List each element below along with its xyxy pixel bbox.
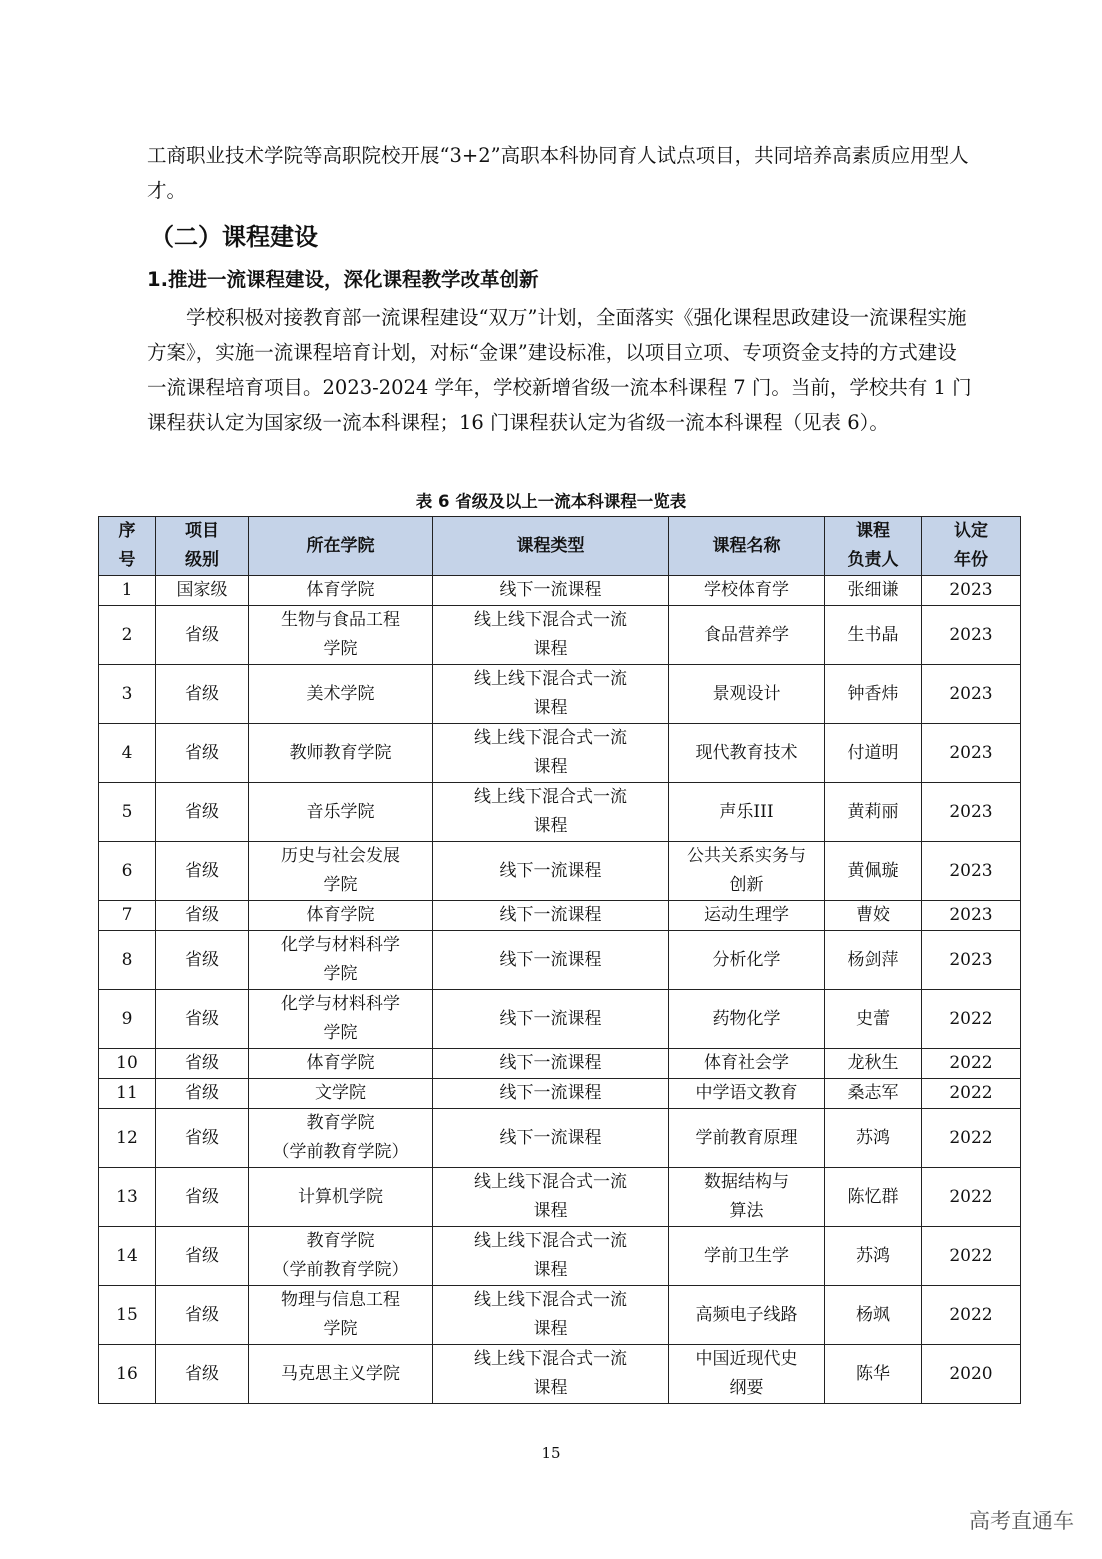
header-no-line: 序 bbox=[118, 521, 136, 541]
cell-name-line: 数据结构与 bbox=[704, 1172, 789, 1192]
cell-leader: 陈忆群 bbox=[825, 1168, 922, 1227]
cell-college-line: 化学与材料科学 bbox=[281, 935, 400, 955]
cell-year: 2023 bbox=[922, 842, 1021, 901]
cell-college-line: 学院 bbox=[323, 1023, 358, 1043]
cell-name-line: 高频电子线路 bbox=[695, 1304, 798, 1325]
cell-college bbox=[249, 842, 433, 901]
cell-year: 2022 bbox=[922, 1168, 1021, 1227]
table-row bbox=[99, 1345, 1021, 1404]
cell-no: 16 bbox=[99, 1345, 156, 1404]
header-year-line: 认定 bbox=[954, 521, 988, 541]
cell-type bbox=[433, 1109, 669, 1168]
cell-type bbox=[433, 990, 669, 1049]
cell-level: 省级 bbox=[156, 1168, 249, 1227]
section-heading: （二）课程建设 bbox=[150, 223, 318, 251]
cell-level: 省级 bbox=[156, 1049, 249, 1079]
cell-college bbox=[249, 901, 433, 931]
cell-type-line: 课程 bbox=[533, 639, 568, 659]
cell-name-line: 体育社会学 bbox=[704, 1053, 789, 1073]
cell-type-line: 线上线下混合式一流 bbox=[474, 610, 627, 630]
cell-type-line: 线下一流课程 bbox=[499, 905, 602, 925]
cell-type bbox=[433, 1049, 669, 1079]
cell-college-line: 学院 bbox=[323, 875, 358, 895]
cell-no: 11 bbox=[99, 1079, 156, 1109]
cell-college-line: 生物与食品工程 bbox=[281, 610, 400, 630]
cell-type-line: 课程 bbox=[533, 757, 568, 777]
cell-type-line: 课程 bbox=[533, 1260, 568, 1280]
table-row bbox=[99, 931, 1021, 990]
cell-name-line: 景观设计 bbox=[712, 683, 781, 704]
table-row bbox=[99, 724, 1021, 783]
cell-name-line: 纲要 bbox=[729, 1378, 764, 1398]
cell-type-line: 线上线下混合式一流 bbox=[474, 787, 627, 807]
cell-college bbox=[249, 724, 433, 783]
table-row bbox=[99, 1227, 1021, 1286]
cell-name-line: 中国近现代史 bbox=[695, 1349, 798, 1369]
cell-name-line: 学校体育学 bbox=[704, 580, 789, 600]
cell-college-line: 马克思主义学院 bbox=[281, 1363, 400, 1384]
header-leader bbox=[825, 517, 922, 576]
cell-college-line: 体育学院 bbox=[306, 905, 375, 925]
watermark: 高考直通车 bbox=[969, 1509, 1074, 1533]
cell-level: 省级 bbox=[156, 783, 249, 842]
cell-year: 2022 bbox=[922, 1227, 1021, 1286]
cell-college bbox=[249, 783, 433, 842]
cell-name bbox=[669, 990, 825, 1049]
cell-level: 省级 bbox=[156, 1079, 249, 1109]
cell-year: 2022 bbox=[922, 990, 1021, 1049]
cell-college bbox=[249, 1168, 433, 1227]
cell-type-line: 课程 bbox=[533, 1378, 568, 1398]
cell-leader: 苏鸿 bbox=[825, 1227, 922, 1286]
cell-name-line: 中学语文教育 bbox=[695, 1083, 798, 1103]
cell-type bbox=[433, 901, 669, 931]
cell-name bbox=[669, 901, 825, 931]
cell-leader: 黄莉丽 bbox=[825, 783, 922, 842]
cell-college bbox=[249, 665, 433, 724]
cell-year: 2023 bbox=[922, 665, 1021, 724]
header-college: 所在学院 bbox=[249, 517, 433, 576]
cell-type-line: 线下一流课程 bbox=[499, 949, 602, 970]
cell-type-line: 线上线下混合式一流 bbox=[474, 1172, 627, 1192]
cell-college-line: 教育学院 bbox=[306, 1231, 375, 1251]
cell-type-line: 线下一流课程 bbox=[499, 860, 602, 881]
cell-year: 2022 bbox=[922, 1049, 1021, 1079]
cell-type bbox=[433, 665, 669, 724]
cell-leader: 桑志军 bbox=[825, 1079, 922, 1109]
cell-name-line: 现代教育技术 bbox=[695, 742, 798, 763]
cell-college-line: 学院 bbox=[323, 964, 358, 984]
cell-no: 10 bbox=[99, 1049, 156, 1079]
table-row bbox=[99, 665, 1021, 724]
cell-year: 2020 bbox=[922, 1345, 1021, 1404]
cell-level: 省级 bbox=[156, 724, 249, 783]
cell-type-line: 课程 bbox=[533, 1319, 568, 1339]
cell-college-line: 物理与信息工程 bbox=[281, 1290, 400, 1310]
cell-level: 省级 bbox=[156, 1227, 249, 1286]
cell-type bbox=[433, 1168, 669, 1227]
cell-college-line: 体育学院 bbox=[306, 580, 375, 600]
cell-type bbox=[433, 931, 669, 990]
cell-name bbox=[669, 783, 825, 842]
cell-name-line: 算法 bbox=[729, 1201, 764, 1221]
table-row bbox=[99, 576, 1021, 606]
table-row bbox=[99, 901, 1021, 931]
cell-year: 2023 bbox=[922, 931, 1021, 990]
cell-leader: 黄佩璇 bbox=[825, 842, 922, 901]
cell-level: 国家级 bbox=[156, 576, 249, 606]
cell-name-line: 学前卫生学 bbox=[704, 1245, 789, 1266]
cell-leader: 钟香炜 bbox=[825, 665, 922, 724]
table-row bbox=[99, 606, 1021, 665]
cell-no: 3 bbox=[99, 665, 156, 724]
page-number: 15 bbox=[541, 1444, 561, 1462]
cell-leader: 杨飒 bbox=[825, 1286, 922, 1345]
table-row bbox=[99, 1049, 1021, 1079]
cell-name-line: 分析化学 bbox=[712, 949, 781, 970]
cell-type-line: 线下一流课程 bbox=[499, 1083, 602, 1103]
cell-leader: 龙秋生 bbox=[825, 1049, 922, 1079]
cell-college bbox=[249, 1049, 433, 1079]
cell-level: 省级 bbox=[156, 665, 249, 724]
cell-year: 2023 bbox=[922, 783, 1021, 842]
table-row bbox=[99, 842, 1021, 901]
cell-level: 省级 bbox=[156, 1345, 249, 1404]
table-row bbox=[99, 1286, 1021, 1345]
cell-college bbox=[249, 576, 433, 606]
cell-year: 2023 bbox=[922, 606, 1021, 665]
cell-college-line: 学院 bbox=[323, 1319, 358, 1339]
cell-no: 13 bbox=[99, 1168, 156, 1227]
cell-type-line: 线下一流课程 bbox=[499, 1127, 602, 1148]
cell-no: 14 bbox=[99, 1227, 156, 1286]
cell-type-line: 线下一流课程 bbox=[499, 1008, 602, 1029]
cell-level: 省级 bbox=[156, 606, 249, 665]
cell-college-line: 化学与材料科学 bbox=[281, 994, 400, 1014]
cell-type bbox=[433, 606, 669, 665]
cell-college-line: 体育学院 bbox=[306, 1053, 375, 1073]
cell-type bbox=[433, 783, 669, 842]
cell-type bbox=[433, 724, 669, 783]
cell-type-line: 线下一流课程 bbox=[499, 580, 602, 600]
table-row bbox=[99, 783, 1021, 842]
cell-type-line: 线上线下混合式一流 bbox=[474, 1231, 627, 1251]
cell-college-line: （学前教育学院） bbox=[272, 1142, 409, 1162]
courses-table bbox=[98, 516, 1021, 1404]
cell-type-line: 线上线下混合式一流 bbox=[474, 1290, 627, 1310]
cell-college bbox=[249, 1079, 433, 1109]
cell-type-line: 线上线下混合式一流 bbox=[474, 728, 627, 748]
cell-level: 省级 bbox=[156, 842, 249, 901]
cell-year: 2023 bbox=[922, 576, 1021, 606]
cell-college-line: 文学院 bbox=[315, 1083, 366, 1103]
cell-type bbox=[433, 1286, 669, 1345]
cell-name bbox=[669, 1109, 825, 1168]
cell-name bbox=[669, 724, 825, 783]
table-row bbox=[99, 1109, 1021, 1168]
cell-no: 1 bbox=[99, 576, 156, 606]
cell-no: 15 bbox=[99, 1286, 156, 1345]
cell-name bbox=[669, 665, 825, 724]
header-no-line: 号 bbox=[118, 550, 136, 570]
cell-college-line: 美术学院 bbox=[306, 683, 375, 704]
cell-college bbox=[249, 1286, 433, 1345]
header-leader-line: 课程 bbox=[856, 521, 890, 541]
table-caption: 表 6 省级及以上一流本科课程一览表 bbox=[415, 492, 687, 511]
cell-name-line: 公共关系实务与 bbox=[687, 846, 806, 866]
cell-leader: 生书晶 bbox=[825, 606, 922, 665]
cell-no: 6 bbox=[99, 842, 156, 901]
body-paragraph: 学校积极对接教育部一流课程建设“双万”计划，全面落实《强化课程思政建设一流课程实施方案》，实施一流课程培育计划，对标“金课”建设标准，以项目立项、专项资金支持的方式建设一流课程培育项目。2023-2024 学年，学校新增省级一流本科课程 7 门。当前，学校共有 1 门课程获认定为国家级一流本科课程；16 门课程获认定为省级一流本科课程（见表 6）。 bbox=[147, 306, 972, 434]
cell-type-line: 课程 bbox=[533, 816, 568, 836]
cell-leader: 张细谦 bbox=[825, 576, 922, 606]
cell-no: 7 bbox=[99, 901, 156, 931]
header-year-line: 年份 bbox=[954, 550, 988, 570]
cell-year: 2022 bbox=[922, 1079, 1021, 1109]
cell-name bbox=[669, 1079, 825, 1109]
cell-college-line: 计算机学院 bbox=[298, 1186, 383, 1207]
cell-college bbox=[249, 1109, 433, 1168]
cell-level: 省级 bbox=[156, 931, 249, 990]
cell-college-line: 教师教育学院 bbox=[289, 742, 392, 763]
subsection-heading: 1.推进一流课程建设，深化课程教学改革创新 bbox=[147, 268, 539, 291]
header-level bbox=[156, 517, 249, 576]
cell-college-line: 学院 bbox=[323, 639, 358, 659]
cell-leader: 陈华 bbox=[825, 1345, 922, 1404]
table-body bbox=[99, 576, 1021, 1404]
cell-no: 8 bbox=[99, 931, 156, 990]
cell-type-line: 线上线下混合式一流 bbox=[474, 669, 627, 689]
cell-type bbox=[433, 1227, 669, 1286]
table-row bbox=[99, 1079, 1021, 1109]
cell-year: 2023 bbox=[922, 901, 1021, 931]
cell-college bbox=[249, 931, 433, 990]
cell-name bbox=[669, 842, 825, 901]
cell-college bbox=[249, 990, 433, 1049]
cell-college bbox=[249, 1227, 433, 1286]
cell-level: 省级 bbox=[156, 1286, 249, 1345]
cell-no: 9 bbox=[99, 990, 156, 1049]
cell-type-line: 线上线下混合式一流 bbox=[474, 1349, 627, 1369]
cell-leader: 杨剑萍 bbox=[825, 931, 922, 990]
cell-name-line: 学前教育原理 bbox=[695, 1127, 798, 1148]
cell-name bbox=[669, 1345, 825, 1404]
header-type: 课程类型 bbox=[433, 517, 669, 576]
cell-college-line: 历史与社会发展 bbox=[281, 846, 400, 866]
cell-college-line: 音乐学院 bbox=[306, 801, 375, 822]
cell-leader: 史蕾 bbox=[825, 990, 922, 1049]
cell-no: 4 bbox=[99, 724, 156, 783]
cell-type bbox=[433, 576, 669, 606]
cell-year: 2023 bbox=[922, 724, 1021, 783]
cell-college-line: 教育学院 bbox=[306, 1113, 375, 1133]
cell-leader: 苏鸿 bbox=[825, 1109, 922, 1168]
cell-type bbox=[433, 842, 669, 901]
cell-type bbox=[433, 1345, 669, 1404]
cell-type-line: 课程 bbox=[533, 698, 568, 718]
cell-year: 2022 bbox=[922, 1286, 1021, 1345]
cell-college-line: （学前教育学院） bbox=[272, 1260, 409, 1280]
header-name: 课程名称 bbox=[669, 517, 825, 576]
cell-name-line: 运动生理学 bbox=[704, 905, 789, 925]
cell-year: 2022 bbox=[922, 1109, 1021, 1168]
cell-no: 2 bbox=[99, 606, 156, 665]
cell-name-line: 药物化学 bbox=[712, 1008, 781, 1029]
cell-level: 省级 bbox=[156, 1109, 249, 1168]
header-level-line: 项目 bbox=[185, 521, 219, 541]
cell-type-line: 线下一流课程 bbox=[499, 1053, 602, 1073]
table-row bbox=[99, 1168, 1021, 1227]
cell-type bbox=[433, 1079, 669, 1109]
header-level-line: 级别 bbox=[185, 550, 219, 570]
header-year bbox=[922, 517, 1021, 576]
intro-paragraph: 工商职业技术学院等高职院校开展“3+2”高职本科协同育人试点项目，共同培养高素质应用型人才。 bbox=[147, 144, 969, 202]
cell-name bbox=[669, 1168, 825, 1227]
cell-no: 5 bbox=[99, 783, 156, 842]
cell-name bbox=[669, 576, 825, 606]
header-no bbox=[99, 517, 156, 576]
cell-level: 省级 bbox=[156, 990, 249, 1049]
cell-level: 省级 bbox=[156, 901, 249, 931]
cell-leader: 付道明 bbox=[825, 724, 922, 783]
cell-name bbox=[669, 931, 825, 990]
cell-college bbox=[249, 1345, 433, 1404]
header-leader-line: 负责人 bbox=[847, 550, 899, 570]
cell-type-line: 课程 bbox=[533, 1201, 568, 1221]
cell-name-line: 声乐III bbox=[719, 801, 774, 822]
cell-leader: 曹姣 bbox=[825, 901, 922, 931]
cell-name bbox=[669, 1286, 825, 1345]
cell-name bbox=[669, 1049, 825, 1079]
cell-no: 12 bbox=[99, 1109, 156, 1168]
cell-name bbox=[669, 1227, 825, 1286]
table-row bbox=[99, 990, 1021, 1049]
table-header-row bbox=[99, 517, 1021, 576]
cell-name-line: 创新 bbox=[729, 875, 764, 895]
cell-name bbox=[669, 606, 825, 665]
cell-college bbox=[249, 606, 433, 665]
cell-name-line: 食品营养学 bbox=[704, 624, 789, 645]
